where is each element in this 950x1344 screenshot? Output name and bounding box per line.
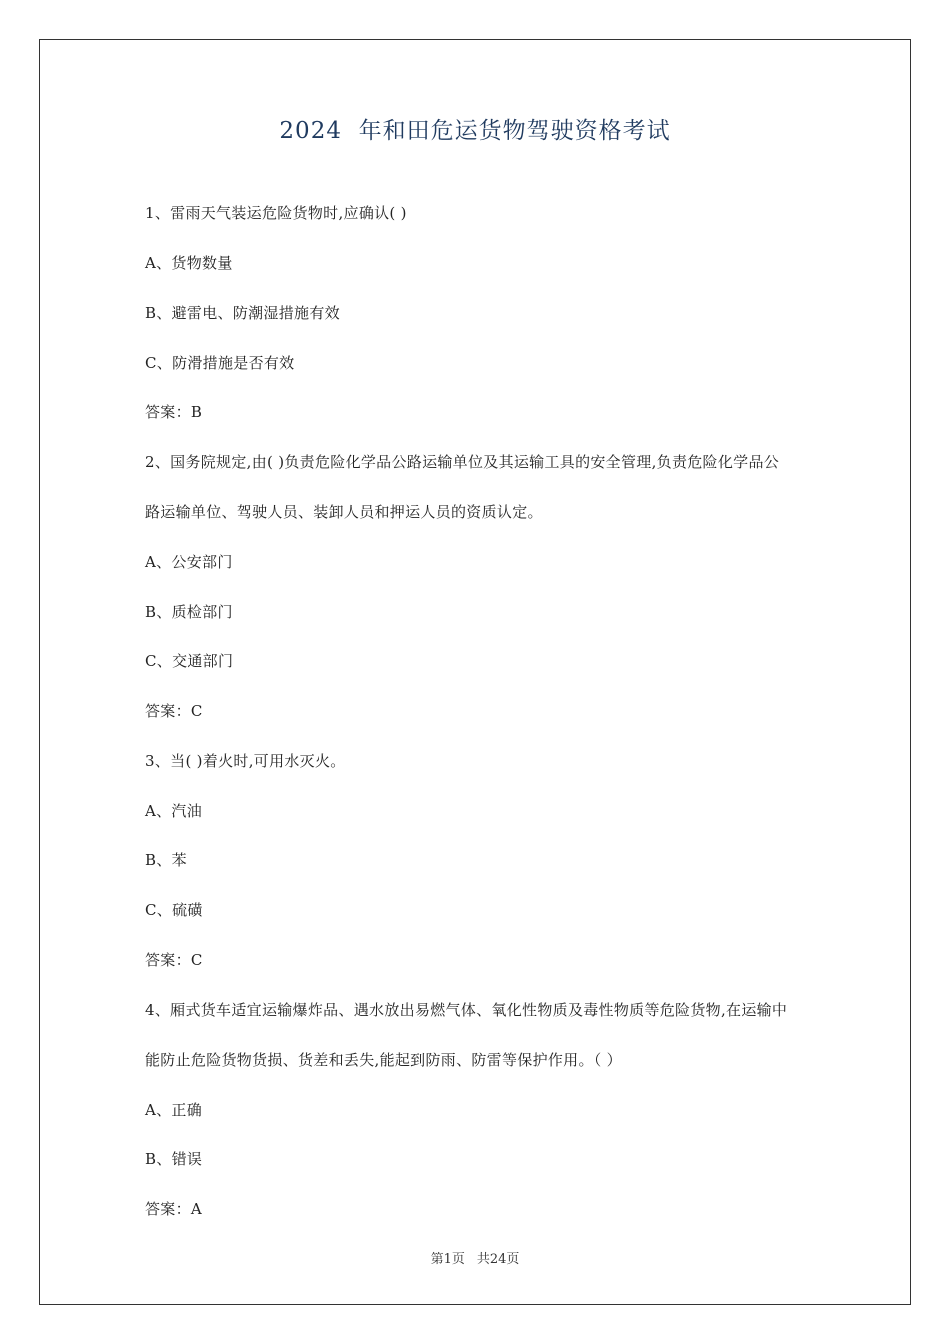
question-2-text-line-1: 2、国务院规定,由( )负责危险化学品公路运输单位及其运输工具的安全管理,负责危险化学品公 (145, 453, 780, 471)
question-4-text-line-1: 4、厢式货车适宜运输爆炸品、遇水放出易燃气体、氧化性物质及毒性物质等危险货物,在运输中 (145, 1001, 788, 1019)
question-4-answer: 答案：A (145, 1200, 203, 1218)
question-4-option-b: B、错误 (145, 1150, 203, 1168)
page-footer (0, 1248, 950, 1267)
question-3-answer: 答案：C (145, 951, 203, 969)
question-1-option-a: A、货物数量 (145, 254, 233, 272)
question-1-option-b: B、避雷电、防潮湿措施有效 (145, 304, 340, 322)
question-2-option-b: B、质检部门 (145, 603, 233, 621)
question-3-option-a: A、汽油 (145, 802, 203, 820)
question-1-option-c: C、防滑措施是否有效 (145, 354, 295, 372)
page-number: 第1页 (430, 1252, 465, 1267)
question-4-text-line-2: 能防止危险货物货损、货差和丢失,能起到防雨、防雷等保护作用。（ ） (145, 1051, 622, 1069)
question-2-answer: 答案：C (145, 702, 203, 720)
question-2-option-c: C、交通部门 (145, 652, 234, 670)
question-3-text: 3、当( )着火时,可用水灭火。 (145, 752, 346, 770)
page-total: 共24页 (476, 1252, 520, 1267)
question-1-text: 1、雷雨天气装运危险货物时,应确认( ) (145, 204, 407, 222)
question-3-option-c: C、硫磺 (145, 901, 203, 919)
question-1-answer: 答案：B (145, 403, 203, 421)
question-2-option-a: A、公安部门 (145, 553, 233, 571)
question-2-text-line-2: 路运输单位、驾驶人员、装卸人员和押运人员的资质认定。 (145, 503, 543, 521)
question-4-option-a: A、正确 (145, 1101, 203, 1119)
question-3-option-b: B、苯 (145, 851, 187, 869)
document-title: 2024 年和田危运货物驾驶资格考试 (279, 118, 671, 144)
